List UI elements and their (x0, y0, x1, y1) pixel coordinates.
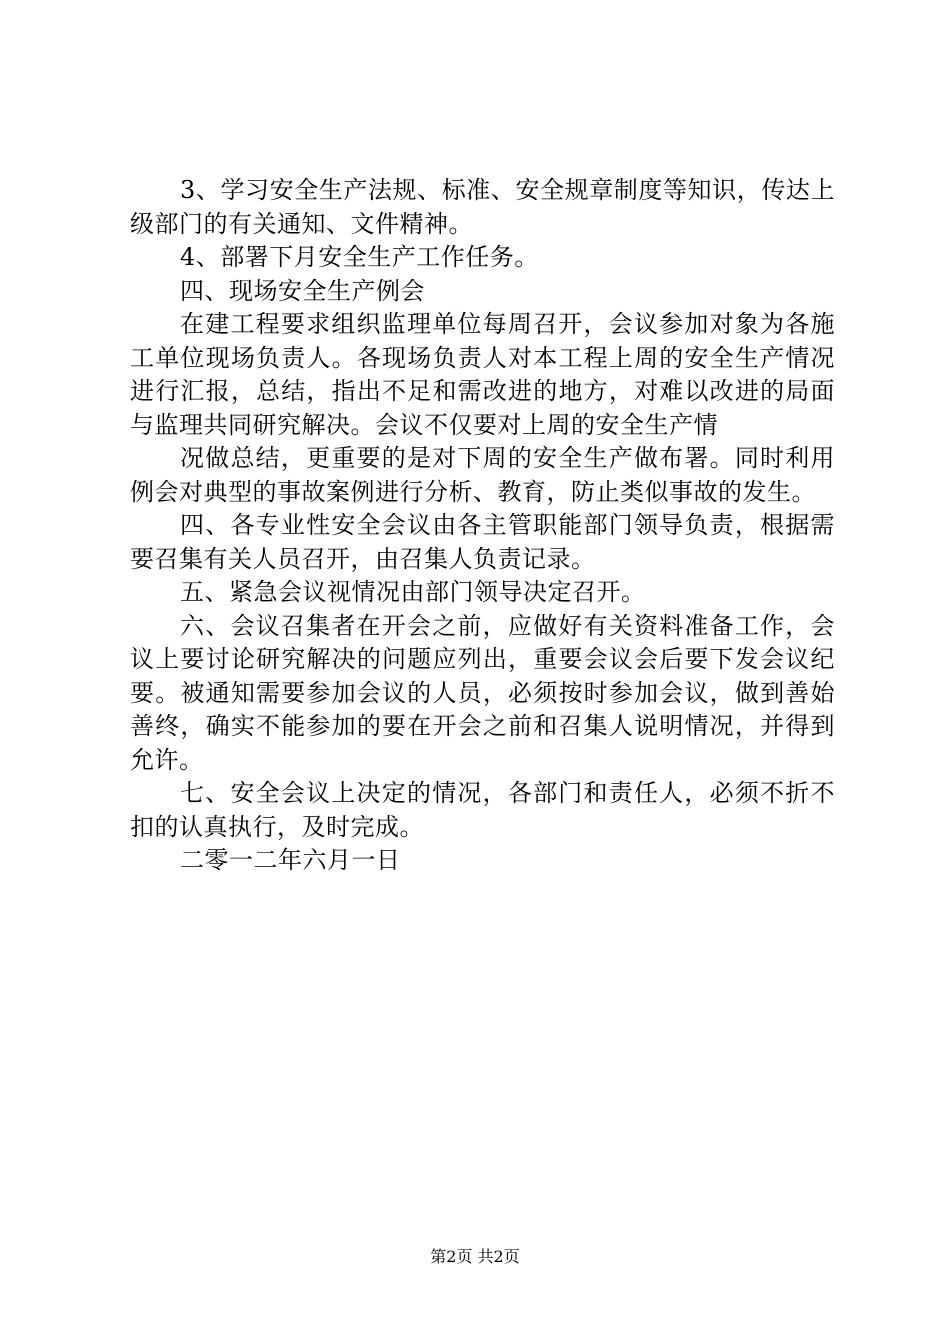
section-heading-site-meeting: 四、现场安全生产例会 (180, 276, 425, 305)
paragraph-section-five: 五、紧急会议视情况由部门领导决定召开。 (180, 578, 646, 606)
document-body (130, 174, 835, 878)
paragraph-item-4: 4、部署下月安全生产工作任务。 (180, 243, 539, 271)
paragraph-site-meeting-body-1: 在建工程要求组织监理单位每周召开，会议参加对象为各施工单位现场负责人。各现场负责人对本工程上周的安全生产情况进行汇报，总结，指出不足和需改进的地方，对难以改进的局面与监理共同研究解决。会议不仅要对上周的安全生产情 (130, 310, 835, 439)
document-date: 二零一二年六月一日 (180, 846, 401, 874)
paragraph-section-four: 四、各专业性安全会议由各主管职能部门领导负责，根据需要召集有关人员召开，由召集人负责记录。 (130, 511, 835, 573)
paragraph-site-meeting-body-2: 况做总结，更重要的是对下周的安全生产做布署。同时利用例会对典型的事故案例进行分析、教育，防止类似事故的发生。 (130, 444, 835, 506)
paragraph-section-six: 六、会议召集者在开会之前，应做好有关资料准备工作，会议上要讨论研究解决的问题应列出，重要会议会后要下发会议纪要。被通知需要参加会议的人员，必须按时参加会议，做到善始善终，确实不能参加的要在开会之前和召集人说明情况，并得到允许。 (130, 611, 835, 774)
paragraph-item-3: 3、学习安全生产法规、标准、安全规章制度等知识，传达上级部门的有关通知、文件精神。 (130, 176, 835, 238)
paragraph-section-seven: 七、安全会议上决定的情况，各部门和责任人，必须不折不扣的认真执行，及时完成。 (130, 779, 835, 841)
page-footer: 第2页 共2页 (430, 1247, 520, 1266)
